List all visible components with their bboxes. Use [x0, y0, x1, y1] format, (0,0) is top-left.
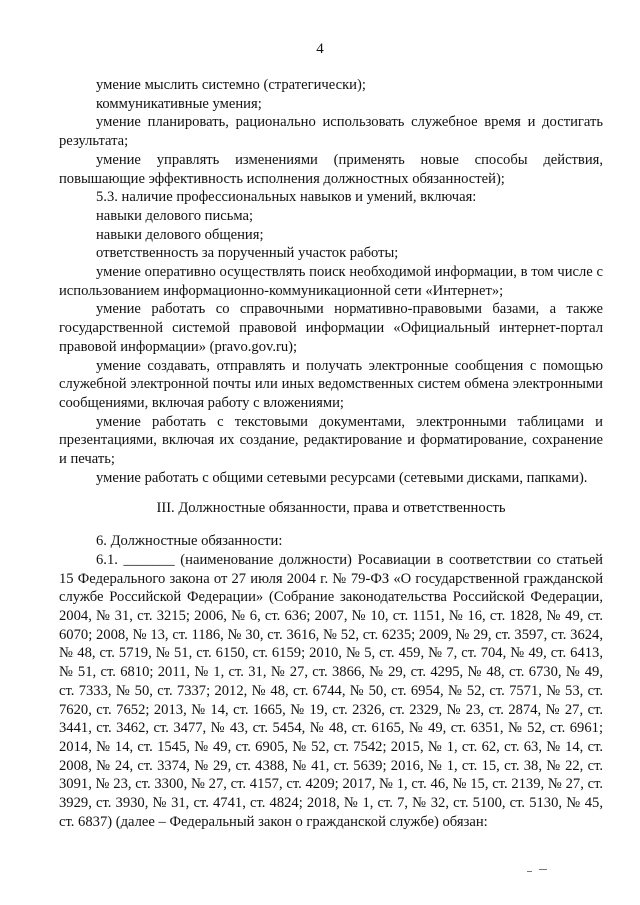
skill-business-communication: навыки делового общения; [96, 226, 264, 243]
skill-network-resources: умение работать с общими сетевыми ресурсами (сетевыми дисками, папками). [96, 469, 588, 486]
skill-change-management: умение управлять изменениями (применять новые способы действия, повышающие эффективность исполнения должностных обязанностей); [59, 151, 603, 187]
scan-artifact [527, 868, 551, 874]
skill-responsibility: ответственность за порученный участок работы; [96, 245, 399, 262]
skill-time-planning: умение планировать, рационально использовать служебное время и достигать результата; [59, 114, 603, 150]
skill-office-documents: умение работать с текстовыми документами, электронными таблицами и презентациями, включая их создание, редактирование и форматирование, сохранение и печать; [59, 413, 603, 468]
clause-6-1: 6.1. _______ (наименование должности) Росавиации в соответствии со статьей 15 Федерального закона от 27 июля 2004 г. № 79-ФЗ «О государственной гражданской службе Российской Федерации» (Собрание законодательства Российской Федерации, 2004, № 31, ст. 3215; 2006, № 6, ст. 636; 2007, № 10, ст. 1151, № 16, ст. 1828, № 49, ст. 6070; 2008, № 13, ст. 1186, № 30, ст. 3616, № 52, ст. 6235; 2009, № 29, ст. 3597, ст. 3624, № 48, ст. 5719, № 51, ст. 6150, ст. 6159; 2010, № 5, ст. 459, № 7, ст. 704, № 49, ст. 6413, № 51, ст. 6810; 2011, № 1, ст. 31, № 27, ст. 3866, № 29, ст. 4295, № 48, ст. 6730, № 49, ст. 7333, № 50, ст. 7337; 2012, № 48, ст. 6744, № 50, ст. 6954, № 52, ст. 7571, № 53, ст. 7620, ст. 7652; 2013, № 14, ст. 1665, № 19, ст. 2326, ст. 2329, № 23, ст. 2874, № 27, ст. 3441, ст. 3462, ст. 3477, № 43, ст. 5454, № 48, ст. 6165, № 49, ст. 6351, № 52, ст. 6961; 2014, № 14, ст. 1545, № 49, ст. 6905, № 52, ст. 7542; 2015, № 1, ст. 62, ст. 63, № 14, ст. 2008, № 24, ст. 3374, № 29, ст. 4388, № 41, ст. 5639; 2016, № 1, ст. 15, ст. 38, № 22, ст. 3091, № 23, ст. 3300, № 27, ст. 4157, ст. 4209; 2017, № 1, ст. 46, № 15, ст. 2139, № 27, ст. 3929, ст. 3930, № 31, ст. 4741, ст. 4824; 2018, № 1, ст. 7, № 32, ст. 5100, ст. 5130, № 45, ст. 6837) (далее – Федеральный закон о гражданской службе) обязан: [59, 551, 603, 830]
skill-communication: коммуникативные умения; [96, 95, 262, 112]
section-heading: III. Должностные обязанности, права и ответственность [156, 500, 506, 517]
skill-information-search: умение оперативно осуществлять поиск необходимой информации, в том числе с использованием информационно-коммуникационной сети «Интернет»; [59, 264, 603, 299]
page-number: 4 [316, 41, 324, 57]
skill-business-writing: навыки делового письма; [96, 207, 254, 224]
clause-6: 6. Должностные обязанности: [96, 533, 283, 550]
skill-legal-databases: умение работать со справочными нормативно-правовыми базами, а также государственной системой правовой информации «Официальный интернет-портал правовой информации» (pravo.gov.ru); [59, 301, 603, 355]
page-body [59, 76, 603, 831]
skill-email: умение создавать, отправлять и получать электронные сообщения с помощью служебной электронной почты или иных ведомственных систем обмена электронными сообщениями, включая работу с вложениями; [59, 357, 603, 411]
clause-5-3: 5.3. наличие профессиональных навыков и умений, включая: [96, 189, 477, 206]
skill-systems-thinking: умение мыслить системно (стратегически); [96, 77, 366, 93]
